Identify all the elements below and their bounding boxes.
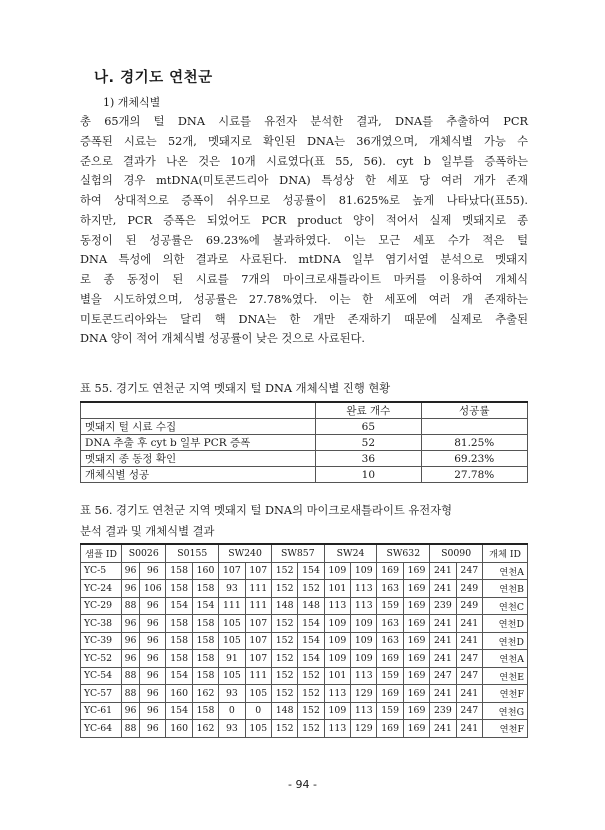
table56-cell: 158 bbox=[166, 650, 192, 668]
paragraph-line: 로 종 동정이 된 시료를 7개의 마이크로새틀라이트 마커를 이용하여 개체식 bbox=[80, 273, 528, 286]
table56-row bbox=[81, 562, 528, 580]
table55-header-row bbox=[81, 402, 528, 419]
table56-cell: 152 bbox=[298, 720, 324, 738]
paragraph-line: 준으로 결과가 나온 것은 10개 시료였다(표 55, 56). cyt b 일부를 증폭하는 bbox=[80, 154, 528, 168]
table56-cell: 연천C bbox=[483, 597, 528, 615]
paragraph-line: DNA 양이 적어 개체식별 성공률이 낮은 것으로 사료된다. bbox=[80, 332, 365, 346]
table56-cell: 111 bbox=[219, 597, 245, 615]
table56-cell: 154 bbox=[166, 702, 192, 720]
table56-cell: 107 bbox=[245, 562, 271, 580]
table56-cell: 109 bbox=[324, 615, 350, 633]
table55-cell: 36 bbox=[316, 451, 421, 467]
table56-row bbox=[81, 667, 528, 685]
table56-cell: 159 bbox=[377, 597, 403, 615]
table56-cell: 연천B bbox=[483, 580, 528, 598]
table56-header-cell: SW240 bbox=[219, 544, 272, 562]
table56-cell: 109 bbox=[324, 562, 350, 580]
table56-cell: 158 bbox=[192, 615, 218, 633]
table55-cell: 멧돼지 종 동정 확인 bbox=[81, 451, 316, 467]
table56-cell: 105 bbox=[219, 667, 245, 685]
table55-cell: DNA 추출 후 cyt b 일부 PCR 증폭 bbox=[81, 435, 316, 451]
table56-cell: 93 bbox=[219, 685, 245, 703]
table56-cell: 111 bbox=[245, 667, 271, 685]
table56-header-cell: 개체 ID bbox=[483, 544, 528, 562]
table56-cell: 169 bbox=[403, 650, 429, 668]
table55-row bbox=[81, 419, 528, 435]
table56-cell: 96 bbox=[140, 720, 166, 738]
paragraph-line: 증폭된 시료는 52개, 멧돼지로 확인된 DNA는 36개였으며, 개체식별 가능 수 bbox=[80, 134, 528, 148]
table56-cell: 113 bbox=[351, 597, 377, 615]
table55-cell: 멧돼지 털 시료 수집 bbox=[81, 419, 316, 435]
table56-cell: YC-38 bbox=[81, 615, 122, 633]
table56-cell: 113 bbox=[324, 597, 350, 615]
table56-cell: 148 bbox=[298, 597, 324, 615]
table56-cell: 152 bbox=[271, 685, 297, 703]
table56-cell: 96 bbox=[122, 632, 140, 650]
table55-cell: 81.25% bbox=[421, 435, 528, 451]
table55-row bbox=[81, 451, 528, 467]
table56-cell: 연천E bbox=[483, 667, 528, 685]
table56-cell: 169 bbox=[377, 720, 403, 738]
table55-caption: 표 55. 경기도 연천군 지역 멧돼지 털 DNA 개체식별 진행 현황 bbox=[80, 382, 391, 395]
table55-header-cell: 완료 개수 bbox=[316, 402, 421, 419]
table56-cell: 101 bbox=[324, 580, 350, 598]
table56-cell: 158 bbox=[192, 650, 218, 668]
table56-cell: 154 bbox=[298, 632, 324, 650]
table56-cell: 111 bbox=[245, 597, 271, 615]
table56-cell: YC-24 bbox=[81, 580, 122, 598]
table56-cell: 96 bbox=[122, 650, 140, 668]
table56-cell: 105 bbox=[245, 685, 271, 703]
table56-cell: 152 bbox=[298, 702, 324, 720]
paragraph-line: 실험의 경우 mtDNA(미토콘드리아 DNA) 특성상 한 세포 당 여러 개가 존재 bbox=[80, 174, 528, 188]
table55-header-cell bbox=[81, 402, 316, 419]
table56-cell: 239 bbox=[430, 702, 456, 720]
table56-cell: 109 bbox=[324, 702, 350, 720]
paragraph-line: 총 65개의 털 DNA 시료를 유전자 분석한 결과, DNA를 추출하여 PCR bbox=[80, 115, 528, 128]
table56-cell: 169 bbox=[377, 685, 403, 703]
table56-cell: 241 bbox=[430, 650, 456, 668]
table56-cell: 162 bbox=[192, 685, 218, 703]
table56-cell: 107 bbox=[245, 632, 271, 650]
table56-cell: 169 bbox=[403, 720, 429, 738]
table55-cell: 52 bbox=[316, 435, 421, 451]
table56-cell: 96 bbox=[122, 615, 140, 633]
table56-cell: 160 bbox=[166, 685, 192, 703]
table56-cell: 169 bbox=[403, 702, 429, 720]
table56-cell: 연천F bbox=[483, 685, 528, 703]
table56-cell: 247 bbox=[456, 702, 482, 720]
table56-cell: 162 bbox=[192, 720, 218, 738]
table56-cell: 109 bbox=[324, 632, 350, 650]
paragraph-line: DNA 특성에 의한 결과로 사료된다. mtDNA 일부 염기서열 분석으로 멧돼지 bbox=[80, 253, 528, 267]
table56-row bbox=[81, 702, 528, 720]
subsection-heading: 1) 개체식별 bbox=[103, 96, 161, 109]
table56-cell: 106 bbox=[140, 580, 166, 598]
table56-cell: 241 bbox=[456, 685, 482, 703]
table56-cell: 154 bbox=[166, 667, 192, 685]
table56-row bbox=[81, 615, 528, 633]
table56-cell: 163 bbox=[377, 615, 403, 633]
table56-cell: 154 bbox=[298, 615, 324, 633]
table56-cell: 169 bbox=[403, 597, 429, 615]
table56-cell: 88 bbox=[122, 685, 140, 703]
table56-cell: 109 bbox=[351, 650, 377, 668]
table56-cell: 241 bbox=[430, 562, 456, 580]
table56-cell: YC-57 bbox=[81, 685, 122, 703]
table56-cell: YC-5 bbox=[81, 562, 122, 580]
table56-cell: 239 bbox=[430, 597, 456, 615]
table56-cell: 158 bbox=[192, 667, 218, 685]
table56-cell: 107 bbox=[219, 562, 245, 580]
table56-cell: 111 bbox=[245, 580, 271, 598]
table56-header-cell: S0155 bbox=[166, 544, 219, 562]
table56-cell: 109 bbox=[324, 650, 350, 668]
table56-cell: 107 bbox=[245, 615, 271, 633]
table56-cell: 96 bbox=[140, 615, 166, 633]
table56-cell: 241 bbox=[430, 720, 456, 738]
paragraph-line: 미토콘드리아와는 달리 핵 DNA는 한 개만 존재하기 때문에 실제로 추출된 bbox=[80, 312, 528, 326]
section-title: 나. 경기도 연천군 bbox=[94, 70, 213, 86]
table56-row bbox=[81, 580, 528, 598]
table56-cell: 152 bbox=[271, 667, 297, 685]
table56-cell: 113 bbox=[351, 580, 377, 598]
table56-cell: 154 bbox=[166, 597, 192, 615]
table56-cell: 152 bbox=[298, 685, 324, 703]
table56-cell: 241 bbox=[456, 720, 482, 738]
table56-cell: 113 bbox=[351, 667, 377, 685]
body-paragraph bbox=[80, 112, 528, 349]
table56-cell: 152 bbox=[271, 580, 297, 598]
table55-cell: 27.78% bbox=[421, 467, 528, 483]
table56-cell: 109 bbox=[351, 615, 377, 633]
table56-cell: 113 bbox=[324, 720, 350, 738]
table56-cell: 113 bbox=[324, 685, 350, 703]
table56-cell: 연천D bbox=[483, 615, 528, 633]
table56-cell: 158 bbox=[192, 580, 218, 598]
table56-cell: 105 bbox=[219, 615, 245, 633]
table56-cell: 88 bbox=[122, 597, 140, 615]
table56-cell: 107 bbox=[245, 650, 271, 668]
table56-row bbox=[81, 650, 528, 668]
table56-cell: 163 bbox=[377, 632, 403, 650]
table56-cell: 96 bbox=[140, 702, 166, 720]
table56-cell: 96 bbox=[140, 650, 166, 668]
table56-cell: 159 bbox=[377, 667, 403, 685]
table56-row bbox=[81, 597, 528, 615]
table56 bbox=[80, 543, 528, 738]
table56-cell: 247 bbox=[456, 562, 482, 580]
table56-cell: 96 bbox=[140, 632, 166, 650]
table56-cell: 158 bbox=[166, 562, 192, 580]
table55-cell bbox=[421, 419, 528, 435]
page-number: - 94 - bbox=[288, 778, 317, 791]
table56-header-cell: S0026 bbox=[122, 544, 166, 562]
table56-cell: 109 bbox=[351, 632, 377, 650]
table56-cell: 152 bbox=[271, 720, 297, 738]
table56-cell: 158 bbox=[166, 632, 192, 650]
table56-cell: 연천A bbox=[483, 650, 528, 668]
table56-cell: 169 bbox=[377, 650, 403, 668]
table56-cell: 연천F bbox=[483, 720, 528, 738]
table56-caption-line2: 분석 결과 및 개체식별 결과 bbox=[80, 525, 215, 538]
table56-cell: 148 bbox=[271, 597, 297, 615]
table56-cell: 247 bbox=[456, 650, 482, 668]
table56-cell: 96 bbox=[140, 667, 166, 685]
table56-cell: 163 bbox=[377, 580, 403, 598]
table56-cell: 241 bbox=[430, 615, 456, 633]
table56-cell: 158 bbox=[166, 615, 192, 633]
table56-cell: 152 bbox=[271, 562, 297, 580]
table56-cell: 101 bbox=[324, 667, 350, 685]
table56-cell: YC-54 bbox=[81, 667, 122, 685]
table56-cell: 169 bbox=[403, 580, 429, 598]
paragraph-line: 하여 상대적으로 증폭이 쉬우므로 성공률이 81.625%로 높게 나타났다(표55). bbox=[80, 194, 528, 207]
table56-cell: 152 bbox=[298, 667, 324, 685]
table56-cell: YC-64 bbox=[81, 720, 122, 738]
table56-cell: 105 bbox=[219, 632, 245, 650]
table56-header-cell: SW857 bbox=[271, 544, 324, 562]
table56-cell: 241 bbox=[430, 632, 456, 650]
paragraph-line: 동정이 된 성공률은 69.23%에 불과하였다. 이는 모근 세포 수가 적은 털 bbox=[80, 233, 528, 247]
table56-cell: 152 bbox=[271, 615, 297, 633]
table56-cell: YC-52 bbox=[81, 650, 122, 668]
table56-cell: 169 bbox=[403, 667, 429, 685]
table56-cell: 88 bbox=[122, 667, 140, 685]
table55-header-cell: 성공률 bbox=[421, 402, 528, 419]
table56-cell: 241 bbox=[430, 580, 456, 598]
table56-cell: 160 bbox=[166, 720, 192, 738]
table56-cell: 169 bbox=[403, 562, 429, 580]
table56-cell: 연천A bbox=[483, 562, 528, 580]
table56-row bbox=[81, 685, 528, 703]
table55-cell: 69.23% bbox=[421, 451, 528, 467]
table56-cell: 109 bbox=[351, 562, 377, 580]
table56-caption-line1: 표 56. 경기도 연천군 지역 멧돼지 털 DNA의 마이크로새틀라이트 유전자형 bbox=[80, 504, 453, 517]
table56-cell: 148 bbox=[271, 702, 297, 720]
table56-cell: 169 bbox=[403, 615, 429, 633]
table55-row bbox=[81, 435, 528, 451]
table56-cell: YC-61 bbox=[81, 702, 122, 720]
table56-header-cell: SW24 bbox=[324, 544, 377, 562]
table56-cell: YC-29 bbox=[81, 597, 122, 615]
table56-cell: 241 bbox=[456, 615, 482, 633]
table56-cell: 249 bbox=[456, 580, 482, 598]
table56-cell: 연천D bbox=[483, 632, 528, 650]
table56-cell: 0 bbox=[219, 702, 245, 720]
table56-cell: 88 bbox=[122, 720, 140, 738]
table56-cell: 93 bbox=[219, 580, 245, 598]
table56-row bbox=[81, 720, 528, 738]
table56-cell: 154 bbox=[298, 650, 324, 668]
table56-cell: 159 bbox=[377, 702, 403, 720]
table56-cell: 152 bbox=[271, 650, 297, 668]
table56-cell: 158 bbox=[166, 580, 192, 598]
table56-header-cell: SW632 bbox=[377, 544, 430, 562]
table55-row bbox=[81, 467, 528, 483]
table56-header-row bbox=[81, 544, 528, 562]
table56-cell: 93 bbox=[219, 720, 245, 738]
table56-cell: 0 bbox=[245, 702, 271, 720]
table56-cell: 96 bbox=[122, 702, 140, 720]
table56-cell: 152 bbox=[298, 580, 324, 598]
table56-cell: 113 bbox=[351, 702, 377, 720]
table55-cell: 65 bbox=[316, 419, 421, 435]
table56-cell: 105 bbox=[245, 720, 271, 738]
table56-cell: 96 bbox=[140, 685, 166, 703]
table56-cell: 169 bbox=[403, 632, 429, 650]
table56-cell: 152 bbox=[271, 632, 297, 650]
table56-cell: 247 bbox=[456, 667, 482, 685]
table56-row bbox=[81, 632, 528, 650]
table56-cell: 169 bbox=[403, 685, 429, 703]
paragraph-line: 하지만, PCR 증폭은 되었어도 PCR product 양이 적어서 실제 멧돼지로 종 bbox=[80, 213, 528, 227]
table56-cell: 160 bbox=[192, 562, 218, 580]
table56-cell: 96 bbox=[122, 562, 140, 580]
table56-cell: 연천G bbox=[483, 702, 528, 720]
table56-cell: 169 bbox=[377, 562, 403, 580]
table56-cell: 241 bbox=[456, 632, 482, 650]
table56-cell: 96 bbox=[140, 562, 166, 580]
table56-cell: 241 bbox=[430, 685, 456, 703]
table56-cell: 249 bbox=[456, 597, 482, 615]
table56-cell: 154 bbox=[192, 597, 218, 615]
table56-cell: 91 bbox=[219, 650, 245, 668]
table56-cell: 129 bbox=[351, 720, 377, 738]
table56-cell: 129 bbox=[351, 685, 377, 703]
table55-cell: 개체식별 성공 bbox=[81, 467, 316, 483]
table56-cell: YC-39 bbox=[81, 632, 122, 650]
table56-cell: 158 bbox=[192, 632, 218, 650]
table56-cell: 247 bbox=[430, 667, 456, 685]
table55 bbox=[80, 401, 528, 483]
paragraph-line: 별을 시도하였으며, 성공률은 27.78%였다. 이는 한 세포에 여러 개 존재하는 bbox=[80, 292, 528, 306]
table56-cell: 96 bbox=[122, 580, 140, 598]
table56-cell: 154 bbox=[298, 562, 324, 580]
table55-cell: 10 bbox=[316, 467, 421, 483]
table56-header-cell: S0090 bbox=[430, 544, 483, 562]
table56-cell: 158 bbox=[192, 702, 218, 720]
table56-cell: 96 bbox=[140, 597, 166, 615]
table56-header-cell: 샘플 ID bbox=[81, 544, 122, 562]
